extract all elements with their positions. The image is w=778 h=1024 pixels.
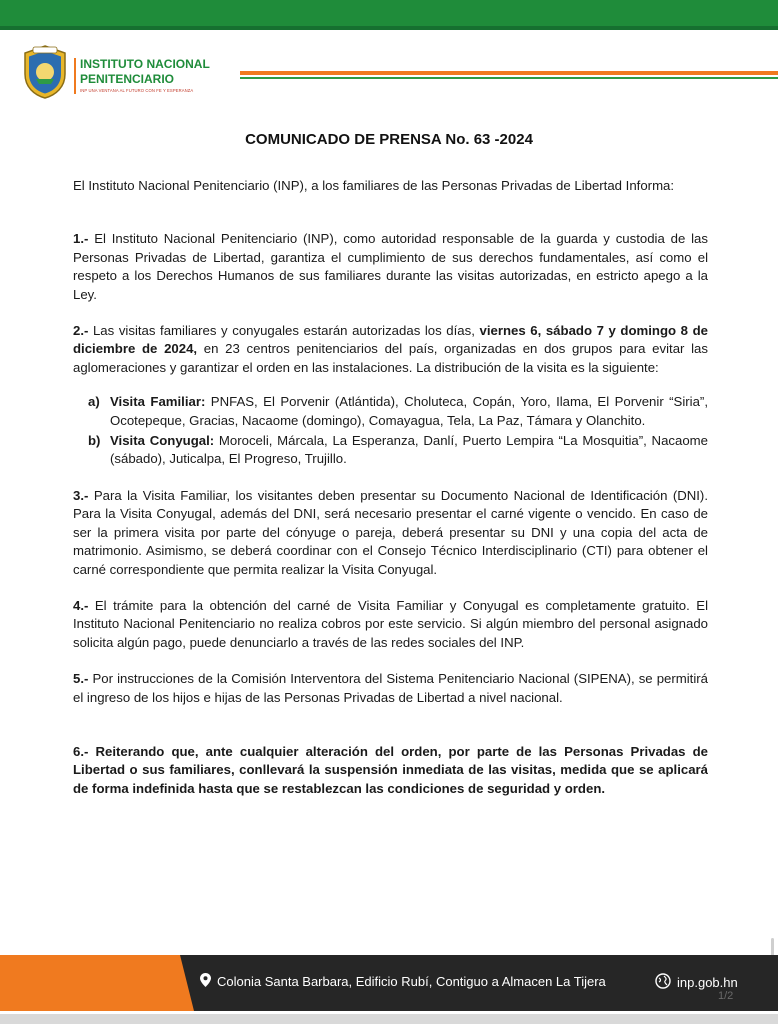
paragraph-4-text: El trámite para la obtención del carné de Visita Familiar y Conyugal es completamente gratuito. El Instituto Nacional Penitenciario no realiza cobros por este servicio. Si algún miembro del personal asignado solicita algún pago, puede denunciarlo a través de las redes sociales del INP.: [73, 597, 708, 650]
org-tagline: INP UNA VENTANA AL FUTURO CON FE Y ESPERANZA: [80, 88, 194, 93]
list-item-label: Visita Conyugal:: [110, 433, 215, 449]
list-marker: a): [88, 394, 100, 410]
scrollbar-thumb[interactable]: [771, 938, 774, 956]
footer-orange-band: [0, 955, 200, 1011]
footer-address-text: Colonia Santa Barbara, Edificio Rubí, Contiguo a Almacen La Tijera: [217, 974, 606, 989]
intro-paragraph: El Instituto Nacional Penitenciario (INP), a los familiares de las Personas Privadas de Libertad Informa:: [73, 178, 675, 193]
inp-crest-logo: [20, 44, 70, 100]
paragraph-4: [73, 597, 708, 652]
header-rule-orange: [240, 71, 778, 75]
list-item-body: PNFAS, El Porvenir (Atlántida), Choluteca, Copán, Yoro, Ilama, El Porvenir “Siria”, Ocotepeque, Gracias, Nacaome (domingo), Comayagua, Tela, La Paz, Támara y Olanchito.: [110, 394, 708, 428]
paragraph-2-number: 2.-: [73, 323, 89, 339]
paragraph-1-number: 1.-: [73, 231, 89, 247]
paragraph-5-text: Por instrucciones de la Comisión Interventora del Sistema Penitenciario Nacional (SIPENA), se permitirá el ingreso de los hijos e hijas de las Personas Privadas de Libertad a nivel nacional.: [73, 671, 708, 705]
list-item: [88, 393, 708, 430]
org-name-line2: PENITENCIARIO: [80, 72, 175, 86]
paragraph-2-text-b: en 23 centros penitenciarios del país, organizadas en dos grupos para evitar las aglomeraciones y garantizar el orden en las instalaciones. La distribución de la visita es la siguiente:: [73, 341, 708, 375]
footer-gray-strip: [0, 1014, 778, 1024]
paragraph-5-number: 5.-: [73, 671, 89, 687]
globe-icon: [655, 973, 671, 992]
header-divider: [74, 58, 76, 94]
document-body: [73, 177, 708, 798]
paragraph-6-text: 6.- Reiterando que, ante cualquier alteración del orden, por parte de las Personas Privadas de Libertad o sus familiares, conllevará la suspensión inmediata de las visitas, medida que se aplicará de forma indefinida hasta que se restablezcan las condiciones de seguridad y orden.: [73, 743, 708, 796]
location-pin-icon: [200, 973, 211, 990]
paragraph-3-text: Para la Visita Familiar, los visitantes deben presentar su Documento Nacional de Identificación (DNI). Para la Visita Conyugal, además del DNI, será necesario presentar el carné vigente o vencido. En caso de ser la primera visita por parte del cónyuge o pareja, deberá presentar su DNI y una copia del acta de matrimonio. Asimismo, se deberá coordinar con el Consejo Técnico Interdisciplinario (CTI) para obtener el carné correspondiente que permita realizar la Visita Conyugal.: [73, 487, 708, 577]
paragraph-2-dates: viernes 6, sábado 7 y domingo 8 de diciembre de 2024,: [73, 323, 708, 357]
paragraph-5: [73, 670, 708, 707]
document-title: COMUNICADO DE PRENSA No. 63 -2024: [245, 131, 533, 148]
list-item-text: [110, 393, 708, 430]
header-rule-green: [240, 77, 778, 79]
visit-list: [73, 393, 708, 469]
org-name: [80, 57, 210, 87]
list-item-body: Moroceli, Márcala, La Esperanza, Danlí, Puerto Lempira “La Mosquitia”, Nacaome (sábado), Juticalpa, El Progreso, Trujillo.: [110, 433, 708, 467]
org-name-line1: INSTITUTO NACIONAL: [80, 57, 210, 71]
list-item-text: [110, 432, 708, 469]
list-marker: b): [88, 433, 101, 449]
paragraph-3-number: 3.-: [73, 487, 89, 503]
footer-website-text[interactable]: inp.gob.hn: [677, 975, 738, 990]
list-item-label: Visita Familiar:: [110, 394, 206, 410]
paragraph-3: [73, 487, 708, 579]
paragraph-4-number: 4.-: [73, 597, 89, 613]
paragraph-1: [73, 230, 708, 304]
footer-address: [200, 973, 606, 990]
paragraph-1-text: El Instituto Nacional Penitenciario (INP), como autoridad responsable de la guarda y custodia de las Personas Privadas de Libertad, garantiza el cumplimiento de sus derechos fundamentales, así como el respeto a los Derechos Humanos de sus familiares durante las visitas autorizadas, en estricto apego a la Ley.: [73, 231, 708, 302]
page-number: 1/2: [718, 990, 734, 1002]
list-item: [88, 432, 708, 469]
paragraph-6: [73, 743, 708, 798]
paragraph-2: [73, 322, 708, 377]
paragraph-2-text-a: Las visitas familiares y conyugales estarán autorizadas los días,: [88, 323, 480, 339]
top-green-band: [0, 0, 778, 30]
